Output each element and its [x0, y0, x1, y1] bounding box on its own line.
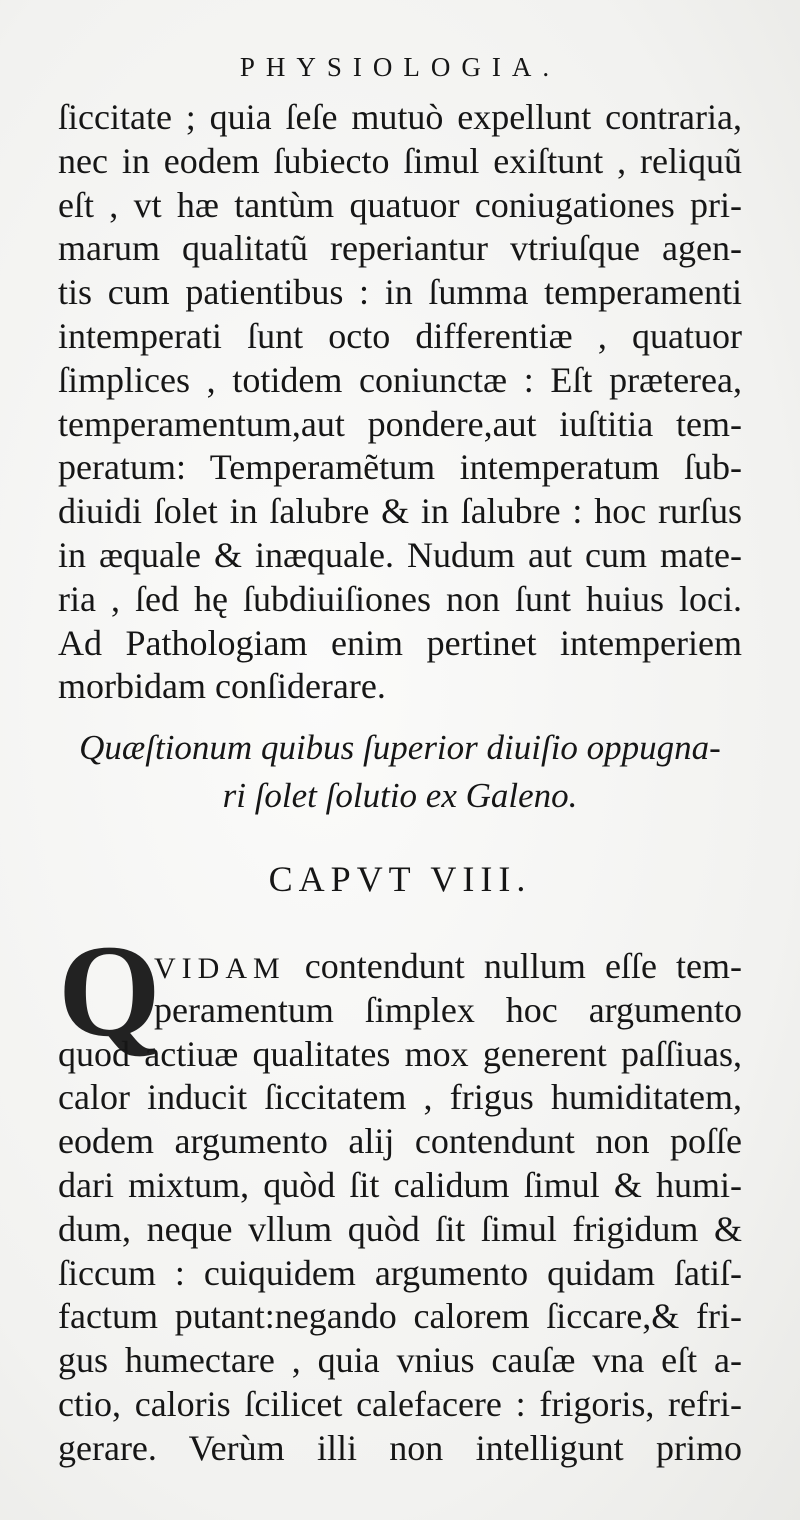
text-line: ria , ſed hę ſubdiuiſiones non ſunt huius loci. — [58, 578, 742, 619]
text-line: dari mixtum, quòd ſit calidum ſimul & humi- — [58, 1164, 742, 1205]
text-line: quod actiuæ qualitates mox generent paſſiuas, — [58, 1033, 742, 1074]
text-line: peratum: Temperamẽtum intemperatum ſub- — [58, 447, 742, 488]
first-word-smallcaps: VIDAM — [154, 952, 286, 985]
text-line-first — [58, 945, 742, 989]
paragraph-temperament-differences — [58, 96, 742, 709]
text-line: nec in eodem ſubiecto ſimul exiſtunt , reliquũ — [58, 140, 742, 181]
text-line: eodem argumento alij contendunt non poſſe — [58, 1121, 742, 1162]
first-line-rest: contendunt nullum eſſe tem- — [285, 946, 742, 986]
section-subtitle — [58, 724, 742, 820]
text-line: eſt , vt hæ tantùm quatuor coniugationes pri- — [58, 184, 742, 225]
text-line: intemperati ſunt octo differentiæ , quatuor — [58, 315, 742, 356]
text-line: factum putant:negando calorem ſiccare,& fri- — [58, 1296, 742, 1337]
text-line: Ad Pathologiam enim pertinet intemperiem — [58, 622, 742, 663]
text-line: calor inducit ſiccitatem , frigus humiditatem, — [58, 1077, 742, 1118]
text-line: temperamentum,aut pondere,aut iuſtitia tem- — [58, 403, 742, 444]
text-line: diuidi ſolet in ſalubre & in ſalubre : hoc rurſus — [58, 491, 742, 532]
running-header: PHYSIOLOGIA. — [239, 52, 561, 82]
text-line: tis cum patientibus : in ſumma temperamenti — [58, 272, 742, 313]
text-line: gus humectare , quia vnius cauſæ vna eſt a- — [58, 1340, 742, 1381]
subtitle-line: ri ſolet ſolutio ex Galeno. — [222, 776, 578, 815]
text-line: marum qualitatũ reperiantur vtriuſque agen- — [58, 228, 742, 269]
text-line: ſimplices , totidem coniunctæ : Eſt præterea, — [58, 359, 742, 400]
text-line: gerare. Verùm illi non intelligunt primo — [58, 1427, 742, 1468]
paragraph-chapter-eight — [58, 945, 742, 1471]
text-line: ſiccum : cuiquidem argumento quidam ſatiſ- — [58, 1252, 742, 1293]
text-line: peramentum ſimplex hoc argumento — [154, 989, 742, 1030]
text-line: ctio, caloris ſcilicet calefacere : frigoris, refri- — [58, 1383, 742, 1424]
subtitle-line: Quæſtionum quibus ſuperior diuiſio oppugna- — [79, 728, 721, 767]
text-line: morbidam conſiderare. — [58, 666, 386, 707]
text-line: in æquale & inæquale. Nudum aut cum mate- — [58, 534, 742, 575]
text-line: ſiccitate ; quia ſeſe mutuò expellunt contraria, — [58, 97, 742, 137]
text-line: dum, neque vllum quòd ſit ſimul frigidum & — [58, 1208, 742, 1249]
drop-cap-initial: Q — [58, 917, 161, 1064]
chapter-heading: CAPVT VIII. — [268, 859, 532, 899]
